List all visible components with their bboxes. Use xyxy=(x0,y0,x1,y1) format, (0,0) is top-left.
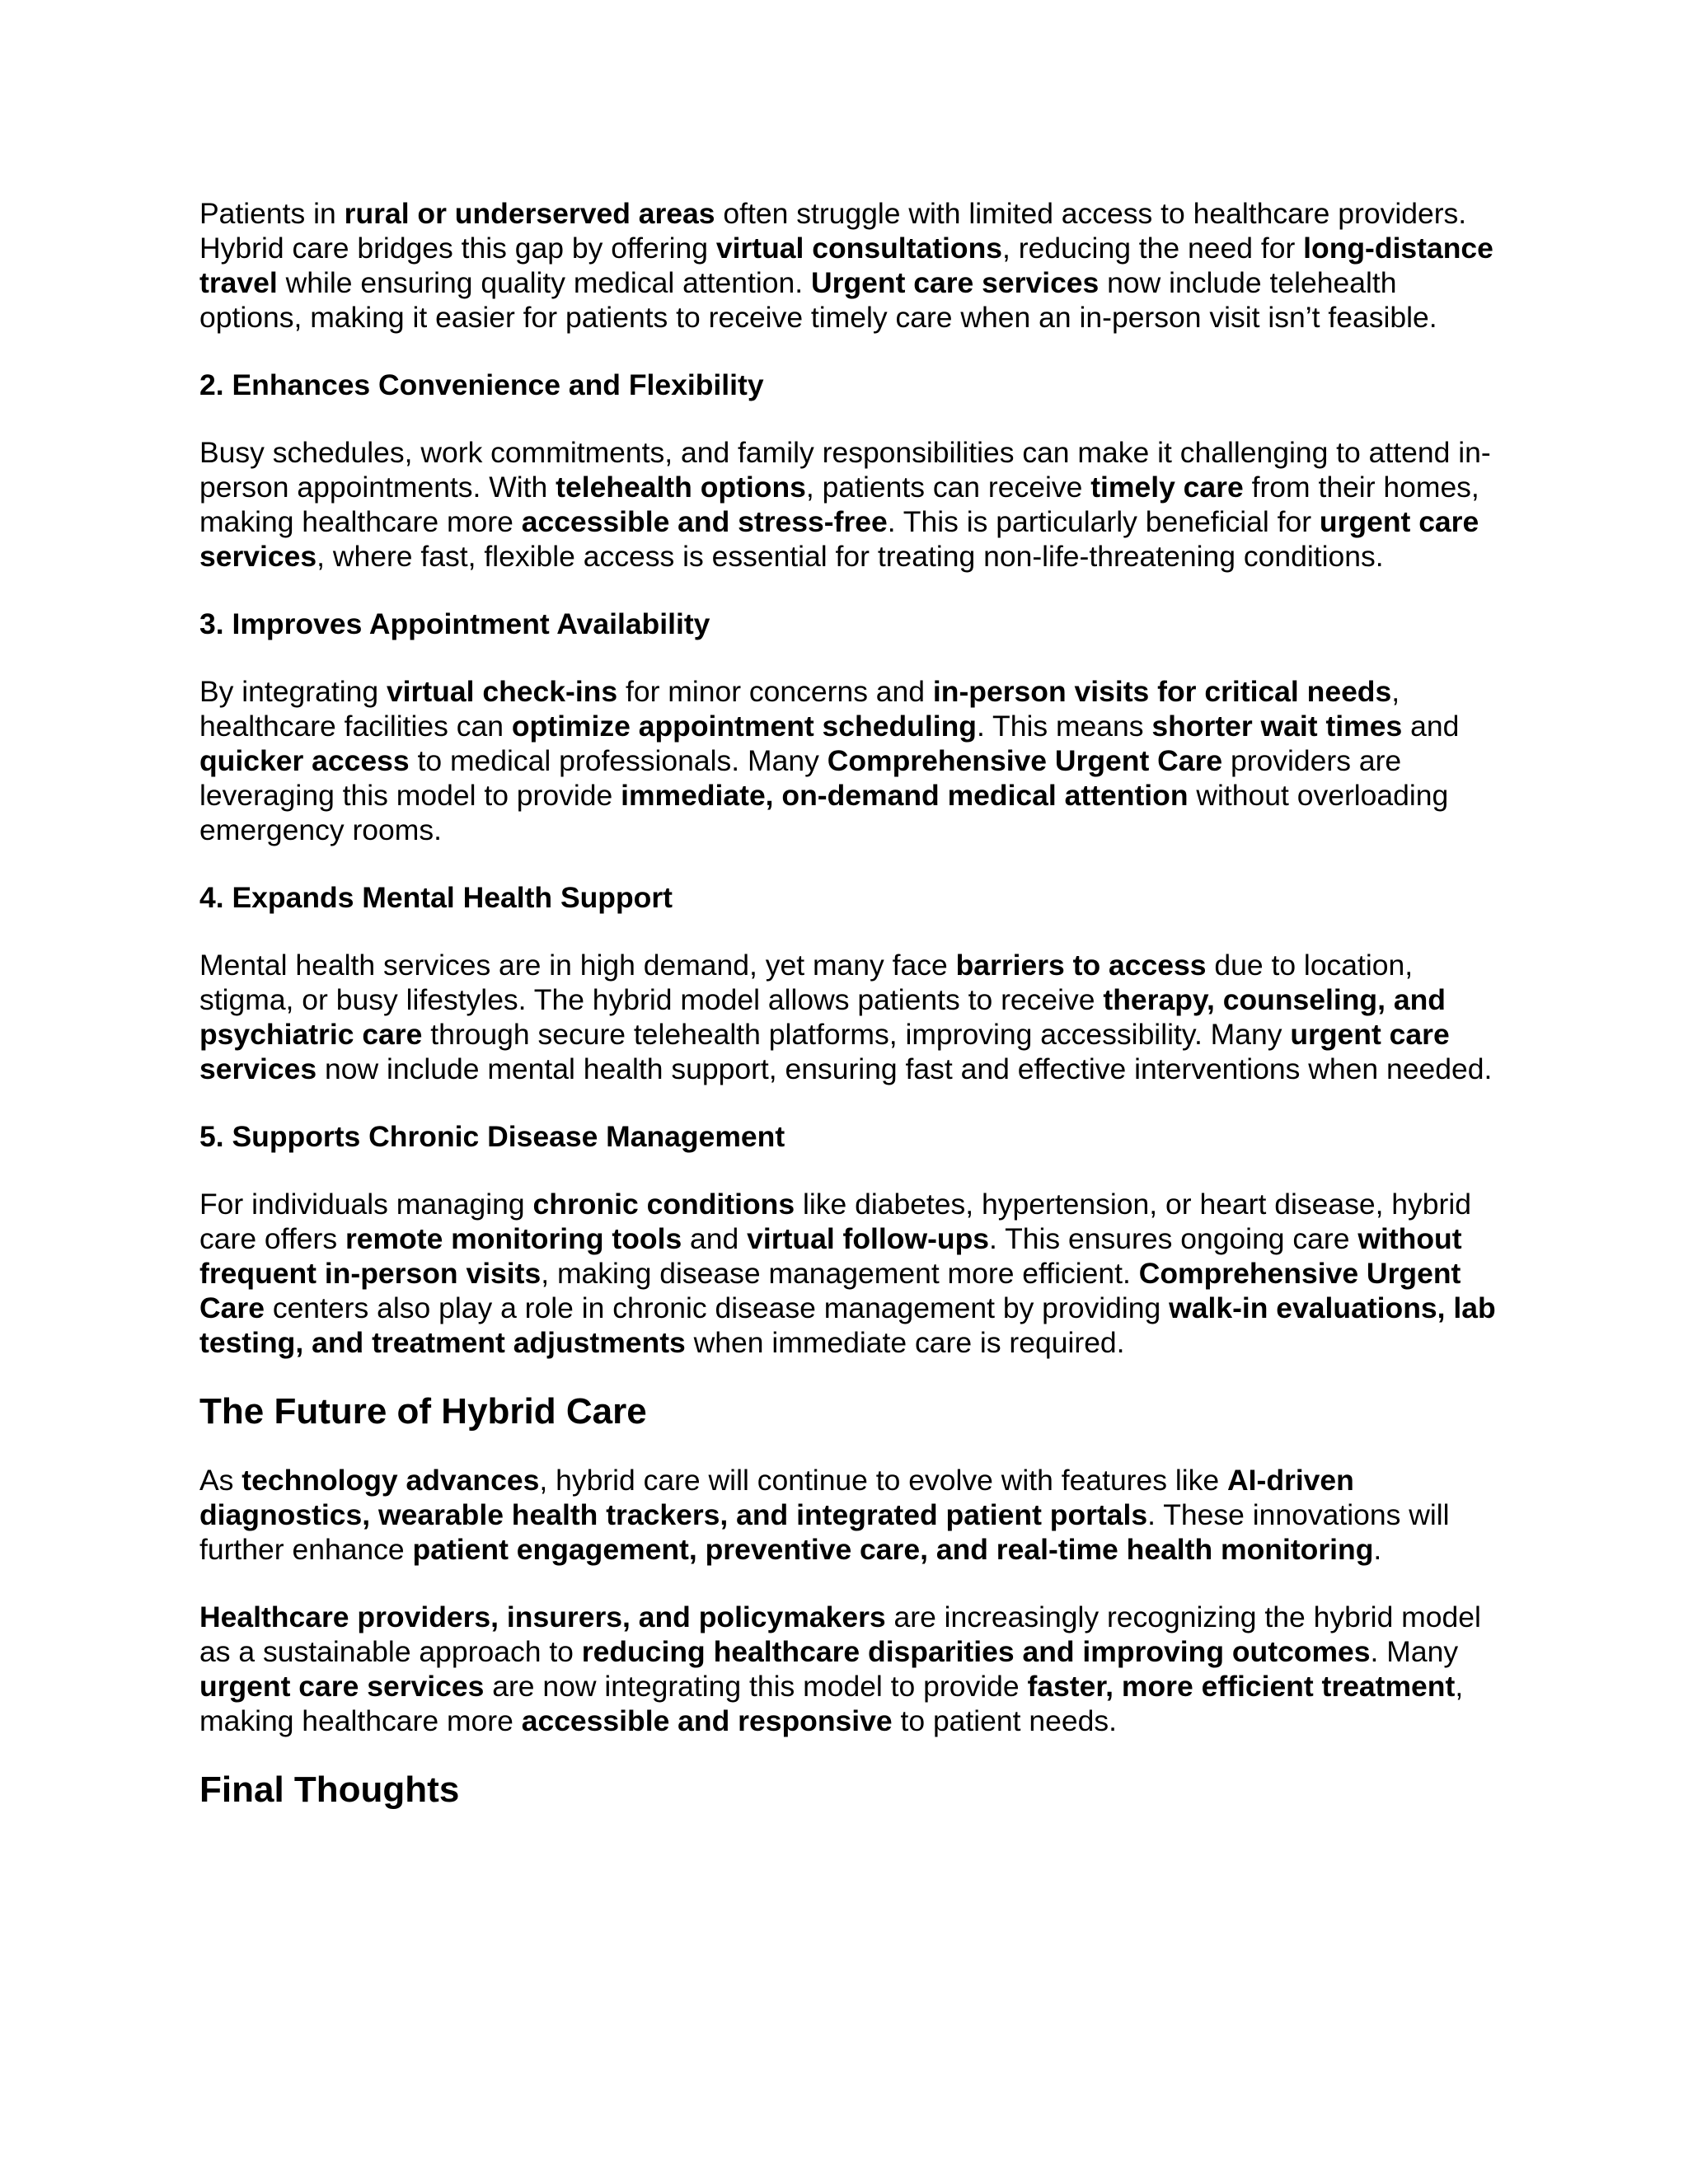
bold-phrase: Comprehensive Urgent Care xyxy=(827,744,1223,777)
text-run: Mental health services are in high demand, yet many face xyxy=(199,949,956,982)
bold-phrase: accessible and responsive xyxy=(521,1704,893,1737)
section-paragraph-mental-health xyxy=(199,948,1502,1086)
document-page xyxy=(199,196,1502,1811)
text-run: . Many xyxy=(1370,1635,1459,1668)
text-run: Busy schedules, work commitments, and family responsibilities can make it challenging to attend in-person appointments. With xyxy=(199,436,1491,504)
intro-paragraph xyxy=(199,196,1502,335)
bold-phrase: Healthcare providers, insurers, and policymakers xyxy=(199,1601,886,1633)
bold-phrase: long-distance travel xyxy=(199,232,1493,299)
text-run: , healthcare facilities can xyxy=(199,675,1400,743)
bold-phrase: accessible and stress-free xyxy=(521,505,888,538)
bold-phrase: urgent care services xyxy=(199,505,1479,573)
text-run: . These innovations will further enhance xyxy=(199,1498,1450,1566)
text-run: , reducing the need for xyxy=(1002,232,1304,265)
bold-phrase: immediate, on-demand medical attention xyxy=(621,779,1189,812)
text-run: when immediate care is required. xyxy=(685,1326,1125,1359)
text-run: while ensuring quality medical attention. xyxy=(277,266,811,299)
section-heading-convenience: 2. Enhances Convenience and Flexibility xyxy=(199,368,764,401)
bold-phrase: quicker access xyxy=(199,744,410,777)
future-paragraph-2 xyxy=(199,1600,1502,1738)
text-run: for minor concerns and xyxy=(617,675,933,708)
bold-phrase: AI-driven diagnostics, wearable health trackers, and integrated patient portals xyxy=(199,1464,1354,1531)
text-run: . This means xyxy=(976,710,1152,743)
text-run: . xyxy=(1373,1533,1382,1566)
section-paragraph-convenience xyxy=(199,435,1502,574)
text-run: due to location, stigma, or busy lifestyles. The hybrid model allows patients to receive xyxy=(199,949,1414,1016)
section-heading-mental-health: 4. Expands Mental Health Support xyxy=(199,881,673,914)
text-run: and xyxy=(682,1222,748,1255)
bold-phrase: virtual consultations xyxy=(715,232,1003,265)
text-run: centers also play a role in chronic disease management by providing xyxy=(264,1291,1170,1324)
text-run: As xyxy=(199,1464,242,1497)
text-run: , making healthcare more xyxy=(199,1670,1464,1737)
bold-phrase: urgent care services xyxy=(199,1670,485,1703)
section-paragraph-availability xyxy=(199,674,1502,847)
text-run: from their homes, making healthcare more xyxy=(199,471,1479,538)
bold-phrase: telehealth options xyxy=(556,471,806,504)
text-run: Patients in xyxy=(199,197,345,230)
text-run: For individuals managing xyxy=(199,1188,533,1221)
bold-phrase: urgent care services xyxy=(199,1018,1450,1085)
bold-phrase: virtual check-ins xyxy=(386,675,618,708)
bold-phrase: technology advances xyxy=(241,1464,540,1497)
bold-phrase: patient engagement, preventive care, and real-time health monitoring xyxy=(412,1533,1374,1566)
heading-final-thoughts: Final Thoughts xyxy=(199,1769,460,1810)
bold-phrase: faster, more efficient treatment xyxy=(1027,1670,1456,1703)
bold-phrase: remote monitoring tools xyxy=(345,1222,682,1255)
section-heading-chronic-disease: 5. Supports Chronic Disease Management xyxy=(199,1120,785,1153)
text-run: and xyxy=(1402,710,1460,743)
section-heading-availability: 3. Improves Appointment Availability xyxy=(199,607,710,640)
bold-phrase: in-person visits for critical needs xyxy=(932,675,1392,708)
bold-phrase: barriers to access xyxy=(955,949,1207,982)
bold-phrase: virtual follow-ups xyxy=(747,1222,990,1255)
bold-phrase: therapy, counseling, and psychiatric care xyxy=(199,983,1446,1051)
bold-phrase: optimize appointment scheduling xyxy=(511,710,977,743)
bold-phrase: timely care xyxy=(1090,471,1244,504)
future-paragraph-1 xyxy=(199,1463,1502,1567)
text-run: providers are leveraging this model to provide xyxy=(199,744,1402,812)
text-run: like diabetes, hypertension, or heart disease, hybrid care offers xyxy=(199,1188,1471,1255)
bold-phrase: rural or underserved areas xyxy=(344,197,715,230)
text-run: now include telehealth options, making it easier for patients to receive timely care when an in-person visit isn’t feasible. xyxy=(199,266,1437,334)
text-run: , making disease management more efficient. xyxy=(541,1257,1139,1290)
text-run: By integrating xyxy=(199,675,387,708)
bold-phrase: without frequent in-person visits xyxy=(199,1222,1462,1290)
text-run: , hybrid care will continue to evolve with features like xyxy=(539,1464,1227,1497)
text-run: . This ensures ongoing care xyxy=(989,1222,1358,1255)
text-run: without overloading emergency rooms. xyxy=(199,779,1449,846)
heading-future-of-hybrid-care: The Future of Hybrid Care xyxy=(199,1391,647,1432)
text-run: are now integrating this model to provide xyxy=(484,1670,1028,1703)
text-run: now include mental health support, ensuring fast and effective interventions when needed. xyxy=(316,1052,1493,1085)
text-run: through secure telehealth platforms, improving accessibility. Many xyxy=(422,1018,1291,1051)
bold-phrase: Comprehensive Urgent Care xyxy=(199,1257,1461,1324)
text-run: to medical professionals. Many xyxy=(409,744,828,777)
text-run: , patients can receive xyxy=(805,471,1091,504)
text-run: , where fast, flexible access is essential for treating non-life-threatening conditions. xyxy=(316,540,1384,573)
bold-phrase: Urgent care services xyxy=(811,266,1100,299)
bold-phrase: walk-in evaluations, lab testing, and treatment adjustments xyxy=(199,1291,1496,1359)
text-run: are increasingly recognizing the hybrid model as a sustainable approach to xyxy=(199,1601,1481,1668)
bold-phrase: shorter wait times xyxy=(1151,710,1403,743)
bold-phrase: chronic conditions xyxy=(532,1188,795,1221)
bold-phrase: reducing healthcare disparities and improving outcomes xyxy=(581,1635,1371,1668)
text-run: often struggle with limited access to healthcare providers. Hybrid care bridges this gap by offering xyxy=(199,197,1467,265)
text-run: . This is particularly beneficial for xyxy=(887,505,1320,538)
section-paragraph-chronic-disease xyxy=(199,1187,1502,1360)
text-run: to patient needs. xyxy=(892,1704,1117,1737)
